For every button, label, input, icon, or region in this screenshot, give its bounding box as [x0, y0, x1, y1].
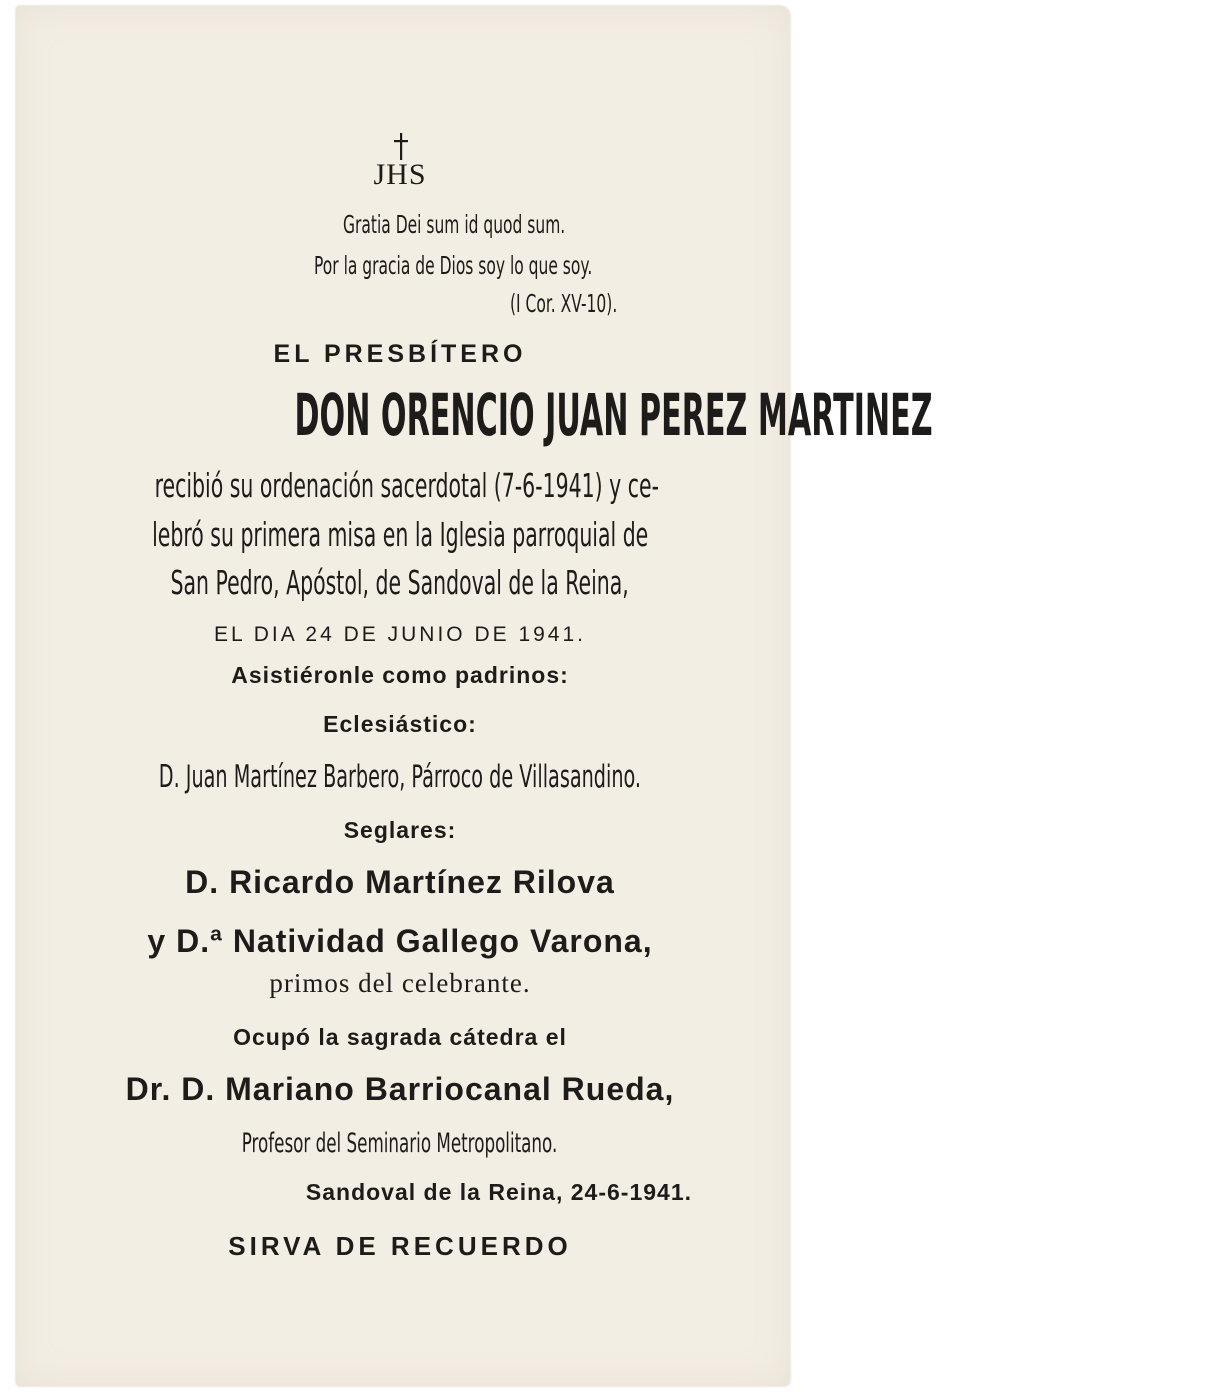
lay-godfather: D. Ricardo Martínez Rilova [185, 864, 615, 900]
godparents-intro: Asistiéronle como padrinos: [231, 662, 569, 688]
cousins-note: primos del celebrante. [269, 968, 531, 998]
lay-label: Seglares: [343, 817, 457, 843]
monogram: JHS [373, 158, 427, 191]
body-line-1: recibió su ordenación sacerdotal (7-6-1941) y ce- [154, 466, 659, 505]
mass-date: EL DIA 24 DE JUNIO DE 1941. [213, 623, 587, 646]
preacher-intro: Ocupó la sagrada cátedra el [233, 1024, 567, 1050]
ecclesiastic-label: Eclesiástico: [323, 711, 477, 737]
ecclesiastic-name: D. Juan Martínez Barbero, Párroco de Villasandino. [158, 759, 642, 795]
lay-godmother: y D.ª Natividad Gallego Varona, [147, 923, 653, 959]
role-heading: EL PRESBÍTERO [273, 340, 527, 368]
closing-phrase: SIRVA DE RECUERDO [228, 1231, 572, 1261]
priest-name: DON ORENCIO JUAN PEREZ MARTINEZ [294, 381, 933, 449]
preacher-name: Dr. D. Mariano Barriocanal Rueda, [125, 1071, 675, 1107]
body-line-2: lebró su primera misa en la Iglesia parroquial de [152, 515, 649, 554]
preacher-title: Profesor del Seminario Metropolitano. [242, 1128, 558, 1159]
body-line-3: San Pedro, Apóstol, de Sandoval de la Reina, [170, 563, 630, 602]
